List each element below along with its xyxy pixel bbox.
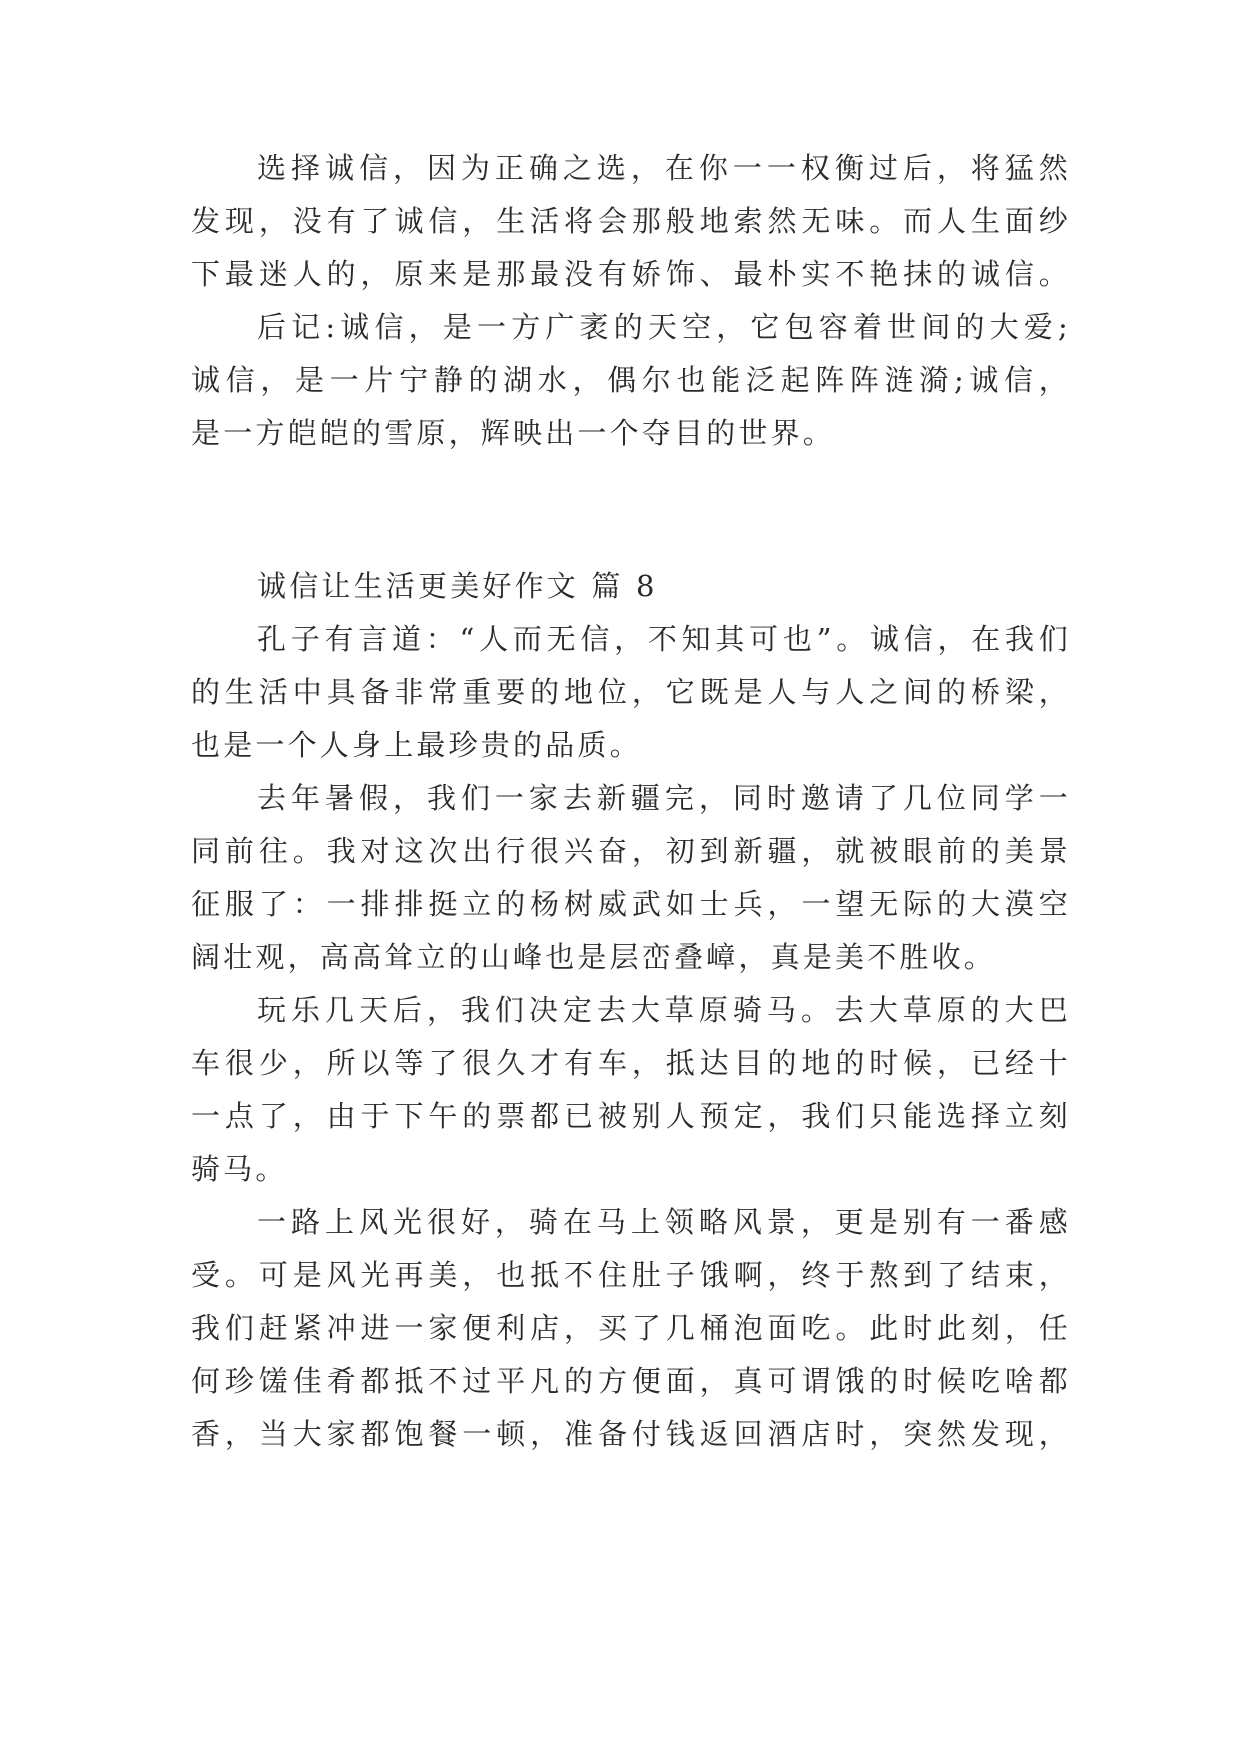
paragraph-line: 香，当大家都饱餐一顿，准备付钱返回酒店时，突然发现， xyxy=(191,1417,1071,1451)
paragraph-line: 选择诚信，因为正确之选，在你一一权衡过后，将猛然 xyxy=(257,151,1071,185)
paragraph-line: 一点了，由于下午的票都已被别人预定，我们只能选择立刻 xyxy=(191,1099,1071,1133)
paragraph-line: 去年暑假，我们一家去新疆完，同时邀请了几位同学一 xyxy=(257,781,1071,815)
paragraph-line: 骑马。 xyxy=(191,1152,288,1186)
paragraph-line: 玩乐几天后，我们决定去大草原骑马。去大草原的大巴 xyxy=(257,993,1071,1027)
paragraph-line: 下最迷人的，原来是那最没有娇饰、最朴实不艳抹的诚信。 xyxy=(191,257,1071,291)
paragraph-line: 我们赶紧冲进一家便利店，买了几桶泡面吃。此时此刻，任 xyxy=(191,1311,1071,1345)
paragraph-line: 征服了：一排排挺立的杨树威武如士兵，一望无际的大漠空 xyxy=(191,887,1071,921)
paragraph-line: 受。可是风光再美，也抵不住肚子饿啊，终于熬到了结束， xyxy=(191,1258,1071,1292)
paragraph-line: 同前往。我对这次出行很兴奋，初到新疆，就被眼前的美景 xyxy=(191,834,1071,868)
paragraph-line: 孔子有言道：“人而无信，不知其可也”。诚信，在我们 xyxy=(257,622,1071,656)
paragraph-line: 车很少，所以等了很久才有车，抵达目的地的时候，已经十 xyxy=(191,1046,1071,1080)
paragraph-line: 也是一个人身上最珍贵的品质。 xyxy=(191,728,642,762)
paragraph-line: 发现，没有了诚信，生活将会那般地索然无味。而人生面纱 xyxy=(191,204,1071,238)
paragraph-line: 何珍馐佳肴都抵不过平凡的方便面，真可谓饿的时候吃啥都 xyxy=(191,1364,1071,1398)
paragraph-line: 阔壮观，高高耸立的山峰也是层峦叠嶂，真是美不胜收。 xyxy=(191,940,997,974)
paragraph-line: 后记:诚信，是一方广袤的天空，它包容着世间的大爱; xyxy=(257,310,1071,344)
section-title: 诚信让生活更美好作文 篇 8 xyxy=(257,569,658,603)
paragraph-line: 诚信，是一片宁静的湖水，偶尔也能泛起阵阵涟漪;诚信， xyxy=(191,363,1071,397)
paragraph-line: 是一方皑皑的雪原，辉映出一个夺目的世界。 xyxy=(191,416,836,450)
paragraph-line: 一路上风光很好，骑在马上领略风景，更是别有一番感 xyxy=(257,1205,1071,1239)
paragraph-line: 的生活中具备非常重要的地位，它既是人与人之间的桥梁， xyxy=(191,675,1071,709)
